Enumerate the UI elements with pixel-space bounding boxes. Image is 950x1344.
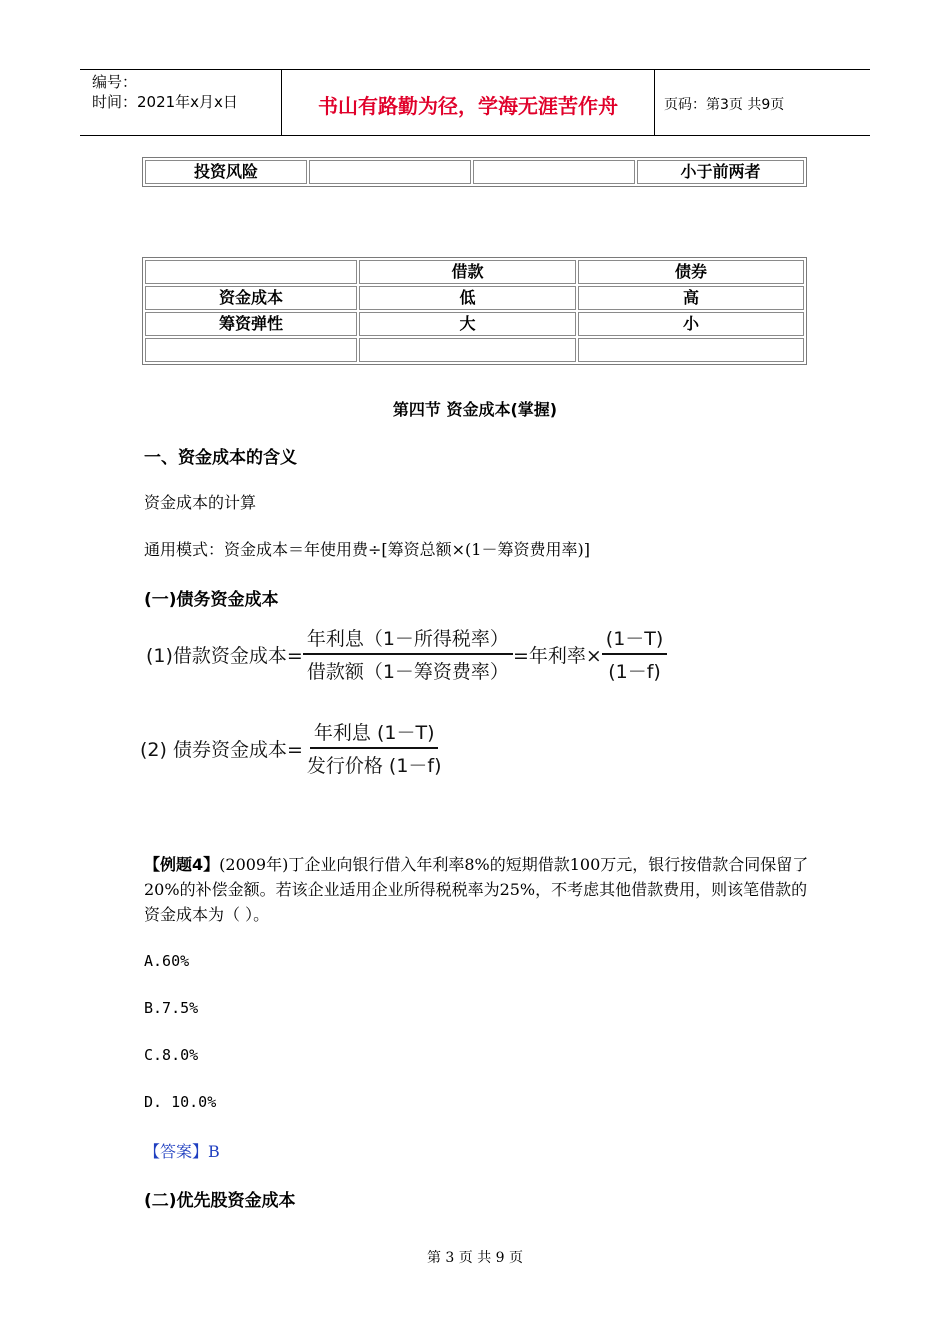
serial-label: 编号： bbox=[92, 73, 138, 91]
example-tag: 【例题4】 bbox=[144, 855, 220, 874]
fraction bbox=[303, 624, 513, 684]
table-header-row bbox=[145, 260, 804, 284]
example-text: (2009年)丁企业向银行借入年利率8%的短期借款100万元，银行按借款合同保留了20%的补偿金额。若该企业适用企业所得税税率为25%，不考虑其他借款费用，则该笔借款的资金成本为（ ）。 bbox=[144, 855, 809, 924]
heading-preferred-stock-cost: (二)优先股资金成本 bbox=[144, 1191, 296, 1211]
risk-table bbox=[142, 157, 807, 187]
table-cell: 小于前两者 bbox=[637, 160, 804, 184]
answer-label: 【答案】 bbox=[144, 1142, 209, 1161]
formula-bond-cost bbox=[140, 718, 446, 778]
formula-loan-cost bbox=[146, 624, 667, 684]
table-cell: 高 bbox=[578, 286, 804, 310]
table-row bbox=[145, 338, 804, 362]
heading-debt-cost: (一)债务资金成本 bbox=[144, 590, 279, 610]
table-cell: 小 bbox=[578, 312, 804, 336]
table-cell bbox=[578, 338, 804, 362]
table-cell: 资金成本 bbox=[145, 286, 357, 310]
option-d: D. 10.0% bbox=[144, 1093, 217, 1111]
header-page-number: 页码：第3页 共9页 bbox=[664, 97, 785, 113]
table-cell bbox=[145, 338, 357, 362]
table-row bbox=[145, 160, 804, 184]
fraction-denominator: 发行价格 (1－f) bbox=[306, 755, 442, 777]
fraction-denominator: 借款额（1－筹资费率） bbox=[306, 661, 509, 683]
table-header-cell: 债券 bbox=[578, 260, 804, 284]
table-cell: 筹资弹性 bbox=[145, 312, 357, 336]
table-cell bbox=[359, 338, 576, 362]
cost-comparison-table bbox=[142, 257, 807, 365]
page-footer: 第 3 页 共 9 页 bbox=[426, 1250, 524, 1266]
header-bottom-rule bbox=[80, 135, 870, 136]
heading-cost-meaning: 一、资金成本的含义 bbox=[144, 448, 297, 468]
table-row bbox=[145, 286, 804, 310]
fraction-denominator: (1－f) bbox=[608, 661, 661, 683]
fraction-numerator: 年利息 (1－T) bbox=[310, 718, 439, 749]
fraction bbox=[303, 718, 446, 778]
header-motto: 书山有路勤为径，学海无涯苦作舟 bbox=[318, 94, 618, 118]
header-top-rule bbox=[80, 69, 870, 70]
table-row bbox=[145, 312, 804, 336]
option-a: A.60% bbox=[144, 952, 190, 970]
answer-value: B bbox=[208, 1142, 220, 1161]
table-header-cell bbox=[145, 260, 357, 284]
option-c: C.8.0% bbox=[144, 1046, 199, 1064]
table-cell: 低 bbox=[359, 286, 576, 310]
answer bbox=[144, 1139, 220, 1162]
section-title: 第四节 资金成本(掌握) bbox=[392, 400, 558, 419]
paragraph-calc: 资金成本的计算 bbox=[144, 493, 257, 512]
fraction bbox=[602, 624, 668, 684]
option-b: B.7.5% bbox=[144, 999, 199, 1017]
paragraph-general-model: 通用模式：资金成本＝年使用费÷[筹资总额×(1－筹资费用率)] bbox=[144, 540, 590, 559]
fraction-numerator: (1－T) bbox=[602, 624, 668, 655]
table-cell: 大 bbox=[359, 312, 576, 336]
example-question bbox=[144, 852, 809, 927]
formula-prefix: (2) 债券资金成本= bbox=[140, 738, 303, 761]
table-header-cell: 借款 bbox=[359, 260, 576, 284]
formula-middle: =年利率× bbox=[512, 644, 602, 667]
table-cell: 投资风险 bbox=[145, 160, 307, 184]
header-divider-right bbox=[654, 69, 655, 136]
table-cell bbox=[473, 160, 635, 184]
time-label: 时间：2021年x月x日 bbox=[92, 93, 238, 111]
table-cell bbox=[309, 160, 471, 184]
formula-prefix: (1)借款资金成本= bbox=[146, 644, 303, 667]
fraction-numerator: 年利息（1－所得税率） bbox=[303, 624, 513, 655]
